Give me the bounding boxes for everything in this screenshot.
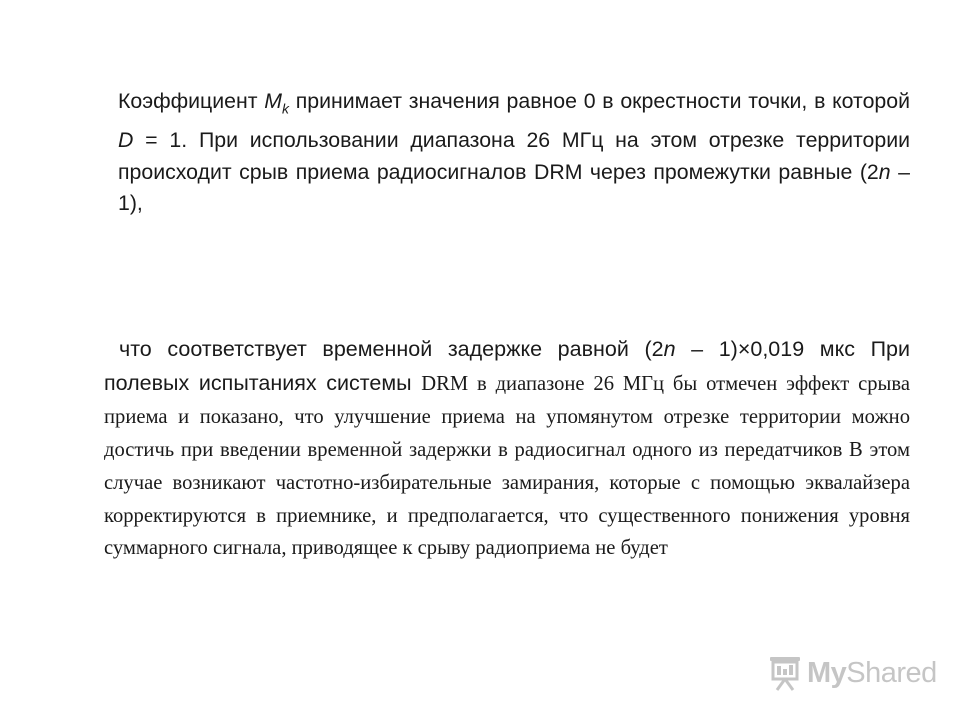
text-segment: Коэффициент xyxy=(118,89,265,113)
math-symbol-n: n xyxy=(663,337,676,361)
text-segment-sans: что соответствует временной задержке равной (2 xyxy=(119,337,664,361)
math-symbol-m: M xyxy=(264,89,282,113)
watermark-logo-text: MyShared xyxy=(807,656,937,689)
text-segment-serif: DRM в диапазоне 26 МГц бы отмечен эффект срыва приема и показано, что улучшение приема на упомянутом отрезке территории можно достичь при введении временной задержки в радиосигнал одного из передатчиков В этом случае возникают частотно-избирательные замирания, которые с помощью эквалайзера корректируются в приемнике, и предполагается, что существенного понижения уровня суммарного сигнала, приводящее к срыву радиоприема не будет xyxy=(104,372,910,560)
presentation-board-icon xyxy=(768,654,802,692)
text-segment: принимает значения равное 0 в окрестности точки, в которой xyxy=(289,89,910,113)
paragraph-coefficient xyxy=(118,86,910,220)
paragraph-time-delay xyxy=(104,334,910,566)
text-segment: – 1), xyxy=(118,159,910,216)
text-segment-sans: – 1)×0,019 мкс При полевых испытаниях системы xyxy=(104,337,910,395)
math-symbol-n: n xyxy=(878,159,891,184)
text-segment: = 1. При использовании диапазона 26 МГц на этом отрезке территории происходит срыв приема радиосигналов DRM через промежутки равные (2 xyxy=(118,127,910,184)
myshared-watermark xyxy=(768,652,937,694)
math-subscript-k: k xyxy=(282,100,289,117)
math-symbol-d: D xyxy=(118,127,134,152)
